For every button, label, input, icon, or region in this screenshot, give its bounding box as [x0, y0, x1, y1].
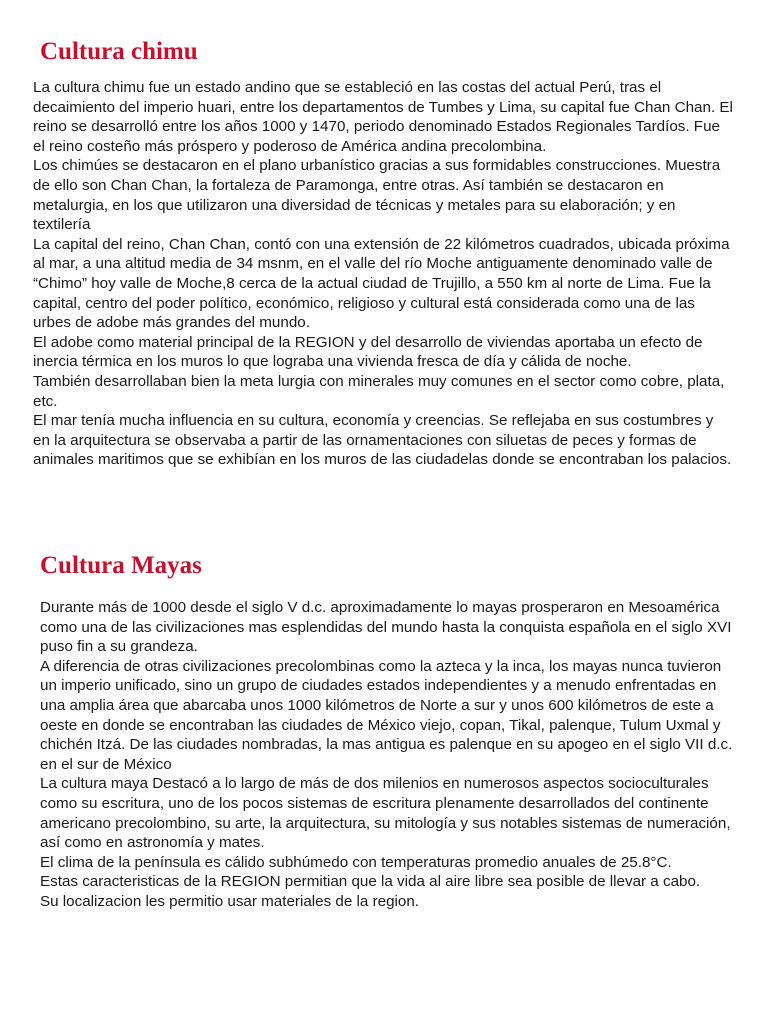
paragraph: La cultura maya Destacó a lo largo de más de dos milenios en numerosos aspectos socioculturales como su escritura, uno de los pocos sistemas de escritura plenamente desarrollados del continente americano precolombino, su arte, la arquitectura, su mitología y sus notables sistemas de numeración, así como en astronomía y mates.: [40, 775, 731, 852]
paragraph: También desarrollaban bien la meta lurgia con minerales muy comunes en el sector como cobre, plata, etc.: [33, 372, 725, 410]
section-cultura-mayas: [0, 548, 768, 912]
paragraph: Los chimúes se destacaron en el plano urbanístico gracias a sus formidables construcciones. Muestra de ello son Chan Chan, la fortaleza de Paramonga, entre otras. Así también se destacaron en metalurgia, en los que utilizaron una diversidad de técnicas y metales para su elaboración; y en textilería: [33, 157, 721, 234]
body-cultura-chimu: [33, 78, 733, 470]
paragraph: Su localizacion les permitio usar materiales de la region.: [40, 892, 420, 910]
paragraph: El clima de la península es cálido subhúmedo con temperaturas promedio anuales de 25.8°C.: [40, 853, 672, 871]
paragraph: El mar tenía mucha influencia en su cultura, economía y creencias. Se reflejaba en sus costumbres y en la arquitectura se observaba a partir de las ornamentaciones con siluetas de peces y formas de animales maritimos que se exhibían en los muros de las ciudadelas donde se encontraban los palacios.: [33, 412, 732, 469]
heading-cultura-mayas: Cultura Mayas: [40, 552, 202, 579]
section-cultura-chimu: [0, 34, 768, 470]
paragraph: El adobe como material principal de la REGION y del desarrollo de viviendas aportaba un efecto de inercia térmica en los muros lo que lograba una vivienda fresca de día y cálida de noche.: [33, 333, 703, 371]
paragraph: Durante más de 1000 desde el siglo V d.c. aproximadamente lo mayas prosperaron en Mesoamérica como una de las civilizaciones mas esplendidas del mundo hasta la conquista española en el siglo XVI puso fin a su grandeza.: [40, 599, 732, 656]
paragraph: La cultura chimu fue un estado andino que se estableció en las costas del actual Perú, tras el decaimiento del imperio huari, entre los departamentos de Tumbes y Lima, su capital fue Chan Chan. El reino se desarrolló entre los años 1000 y 1470, periodo denominado Estados Regionales Tardíos. Fue el reino costeño más próspero y poderoso de América andina precolombina.: [33, 79, 733, 155]
body-cultura-mayas: [40, 598, 734, 912]
paragraph: La capital del reino, Chan Chan, contó con una extensión de 22 kilómetros cuadrados, ubicada próxima al mar, a una altitud media de 34 msnm, en el valle del río Moche antiguamente denominado valle de “Chimo” hoy valle de Moche,8 cerca de la actual ciudad de Trujillo, a 550 km al norte de Lima. Fue la capital, centro del poder político, económico, religioso y cultural está considerada como una de las urbes de adobe más grandes del mundo.: [33, 235, 730, 332]
paragraph: Estas caracteristicas de la REGION permitian que la vida al aire libre sea posible de llevar a cabo.: [40, 873, 701, 891]
heading-cultura-chimu: Cultura chimu: [40, 38, 198, 65]
paragraph: A diferencia de otras civilizaciones precolombinas como la azteca y la inca, los mayas nunca tuvieron un imperio unificado, sino un grupo de ciudades estados independientes y a menudo enfrentadas en una amplia área que abarcaba unos 1000 kilómetros de Norte a sur y unos 600 kilómetros de este a oeste en donde se encontraban las ciudades de México viejo, copan, Tikal, palenque, Tulum Uxmal y chichén Itzá. De las ciudades nombradas, la mas antigua es palenque en su apogeo en el siglo VII d.c. en el sur de México: [40, 657, 733, 773]
